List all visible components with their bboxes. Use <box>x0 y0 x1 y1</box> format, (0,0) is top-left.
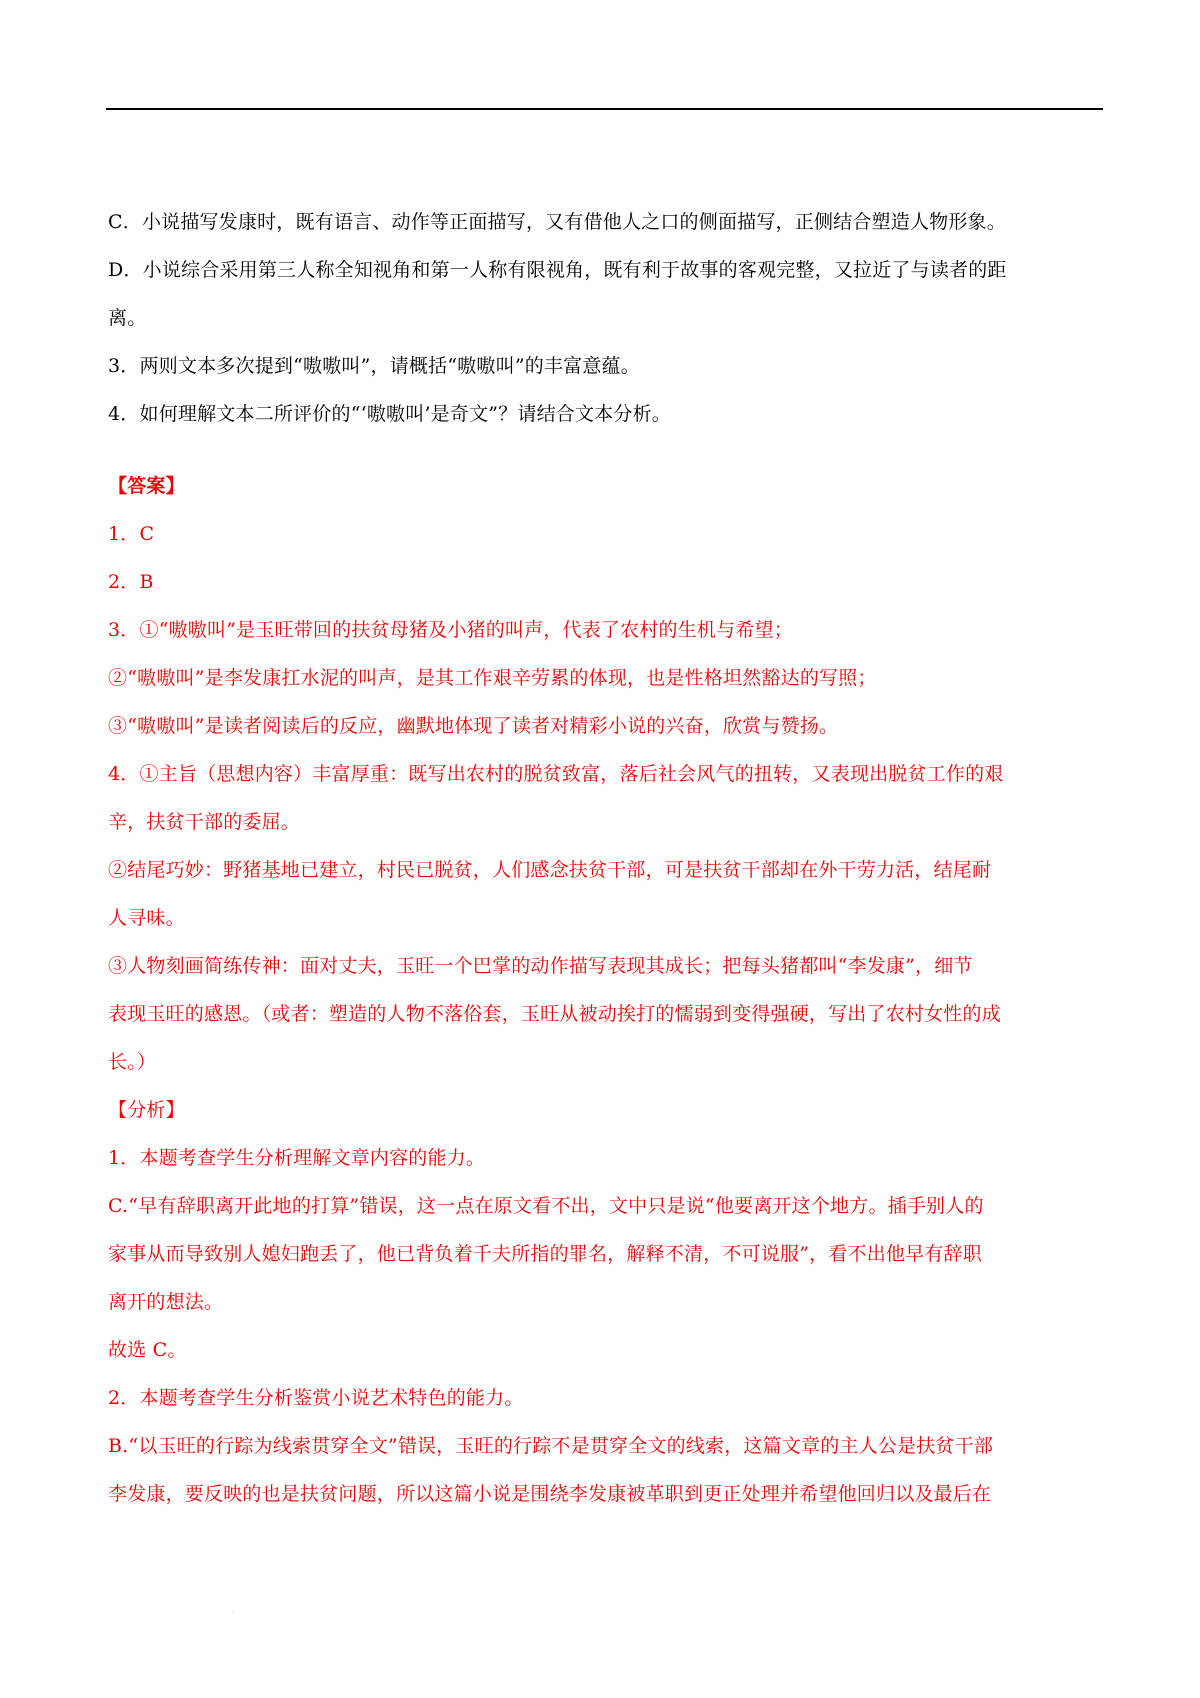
answer-4-point-2: ②结尾巧妙：野猪基地已建立，村民已脱贫，人们感念扶贫干部，可是扶贫干部却在外干劳力活，结尾耐 <box>108 859 992 881</box>
answer-4-point-3-end: 长。） <box>108 1051 157 1073</box>
answer-3-point-3: ③“嗷嗷叫”是读者阅读后的反应，幽默地体现了读者对精彩小说的兴奋，欣赏与赞扬。 <box>108 715 839 737</box>
answer-4-point-2-cont: 人寻味。 <box>108 907 185 929</box>
answer-4-point-1: 4．①主旨（思想内容）丰富厚重：既写出农村的脱贫致富，落后社会风气的扭转，又表现出脱贫工作的艰 <box>108 763 1004 785</box>
answer-4-point-3-cont: 表现玉旺的感恩。（或者：塑造的人物不落俗套，玉旺从被动挨打的懦弱到变得强硬，写出了农村女性的成 <box>108 1003 1001 1025</box>
analysis-1: 1．本题考查学生分析理解文章内容的能力。 <box>108 1147 486 1169</box>
answer-3-point-1: 3．①“嗷嗷叫”是玉旺带回的扶贫母猪及小猪的叫声，代表了农村的生机与希望； <box>108 619 793 641</box>
analysis-1-option-c: C.“早有辞职离开此地的打算”错误，这一点在原文看不出，文中只是说“他要离开这个地方。插手别人的 <box>108 1195 984 1217</box>
analysis-1-choice: 故选 C。 <box>108 1339 187 1361</box>
header-rule <box>106 108 1103 110</box>
answer-4-point-1-cont: 辛，扶贫干部的委屈。 <box>108 811 301 833</box>
document-body <box>108 198 1100 1518</box>
analysis-1-option-c-cont: 家事从而导致别人媳妇跑丢了，他已背负着千夫所指的罪名，解释不清，不可说服”，看不出他早有辞职 <box>108 1243 982 1265</box>
answer-heading: 【答案】 <box>108 475 185 497</box>
question-option-d-cont: 离。 <box>108 307 147 329</box>
answer-4-point-3: ③人物刻画简练传神：面对丈夫，玉旺一个巴掌的动作描写表现其成长；把每头猪都叫“李发康”，细节 <box>108 955 973 977</box>
analysis-2: 2．本题考查学生分析鉴赏小说艺术特色的能力。 <box>108 1387 524 1409</box>
analysis-heading: 【分析】 <box>108 1099 185 1121</box>
answer-1: 1．C <box>108 523 155 545</box>
question-option-d: D．小说综合采用第三人称全知视角和第一人称有限视角，既有利于故事的客观完整，又拉近了与读者的距 <box>108 259 1007 281</box>
section-spacer <box>108 438 1100 462</box>
question-option-c: C．小说描写发康时，既有语言、动作等正面描写，又有借他人之口的侧面描写，正侧结合塑造人物形象。 <box>108 211 1006 233</box>
analysis-1-option-c-end: 离开的想法。 <box>108 1291 224 1313</box>
analysis-2-option-b: B.“以玉旺的行踪为线索贯穿全文”错误，玉旺的行踪不是贯穿全文的线索，这篇文章的主人公是扶贫干部 <box>108 1435 994 1457</box>
answer-3-point-2: ②“嗷嗷叫”是李发康扛水泥的叫声，是其工作艰辛劳累的体现，也是性格坦然豁达的写照； <box>108 667 877 689</box>
question-3: 3．两则文本多次提到“嗷嗷叫”，请概括“嗷嗷叫”的丰富意蕴。 <box>108 355 640 377</box>
analysis-2-option-b-cont: 李发康，要反映的也是扶贫问题，所以这篇小说是围绕李发康被革职到更正处理并希望他回归以及最后在 <box>108 1483 992 1505</box>
footer-dot: · <box>232 1608 235 1617</box>
question-4: 4．如何理解文本二所评价的“‘嗷嗷叫’是奇文”？请结合文本分析。 <box>108 403 671 425</box>
answer-2: 2．B <box>108 571 154 593</box>
